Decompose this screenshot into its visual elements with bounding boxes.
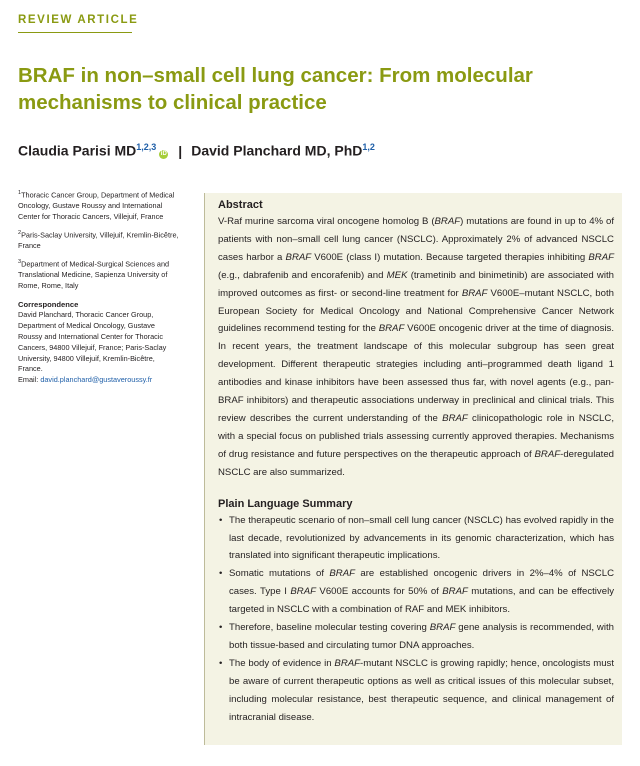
correspondence-email-line bbox=[18, 375, 180, 386]
article-type-label: REVIEW ARTICLE bbox=[18, 14, 139, 26]
gene-name: BRAF bbox=[588, 251, 614, 263]
kicker-underline bbox=[18, 32, 132, 33]
gene-name: BRAF bbox=[442, 586, 468, 598]
abstract-heading: Abstract bbox=[218, 199, 263, 211]
gene-name: BRAF bbox=[534, 448, 561, 460]
gene-name: BRAF bbox=[378, 323, 405, 335]
correspondence-heading: Correspondence bbox=[18, 299, 79, 309]
article-title: BRAF in non–small cell lung cancer: From molecular mechanisms to clinical practice bbox=[18, 64, 533, 114]
gene-name: BRAF bbox=[429, 622, 456, 634]
author-name[interactable]: David Planchard MD, PhD bbox=[191, 142, 363, 159]
gene-name: BRAF bbox=[434, 216, 461, 227]
affiliation-text: Department of Medical-Surgical Sciences and Translational Medicine, Sapienza University of Rome, Rome, Italy bbox=[18, 259, 170, 290]
orcid-icon[interactable]: iD bbox=[160, 150, 167, 157]
affiliation-item bbox=[18, 257, 180, 292]
plain-language-summary-heading: Plain Language Summary bbox=[218, 497, 353, 510]
affiliation-text: Thoracic Cancer Group, Department of Medical Oncology, Gustave Roussy and International Center for Thoracic Cancers, Villejuif, France bbox=[18, 190, 175, 222]
summary-bullet: • Therefore, baseline molecular testing covering BRAF gene analysis is recommended, with both tissue-based and circulating tumor DNA approaches. bbox=[218, 619, 614, 655]
affiliation-text: Paris-Saclay University, Villejuif, Kremlin-Bicêtre, France bbox=[18, 230, 179, 251]
affiliation-number: 2 bbox=[18, 229, 22, 236]
affiliation-item bbox=[18, 228, 180, 252]
author-affiliation-marks[interactable]: 1,2,3 bbox=[136, 142, 157, 152]
author-affiliation-marks[interactable]: 1,2 bbox=[362, 142, 375, 152]
email-label: Email: bbox=[18, 375, 41, 385]
gene-name: BRAF bbox=[442, 412, 468, 424]
gene-name: BRAF bbox=[329, 568, 355, 580]
affiliation-number: 1 bbox=[18, 190, 22, 196]
author-line bbox=[18, 142, 375, 159]
abstract-panel bbox=[204, 193, 622, 745]
gene-name: BRAF bbox=[334, 657, 361, 669]
affiliation-item bbox=[18, 188, 180, 223]
summary-bullet: • The body of evidence in BRAF-mutant NSCLC is growing rapidly; hence, oncologists must be aware of current therapeutic options as well as critical issues of this molecular subset, including molecular resistance, best therapeutic sequence, and clinical management of intracranial disease. bbox=[218, 655, 614, 727]
plain-language-summary-list bbox=[218, 512, 614, 727]
email-link[interactable]: david.planchard@gustaveroussy.fr bbox=[40, 375, 153, 385]
author-name[interactable]: Claudia Parisi MD bbox=[18, 142, 137, 159]
affiliations-column bbox=[18, 188, 180, 386]
author-separator: | bbox=[178, 142, 183, 159]
gene-name: BRAF bbox=[285, 251, 312, 263]
summary-bullet: • The therapeutic scenario of non–small cell lung cancer (NSCLC) has evolved rapidly in the last decade, revolutionized by advancements in its genomic characterization, which has translated into significant therapeutic implications. bbox=[218, 512, 614, 566]
correspondence-address: David Planchard, Thoracic Cancer Group, Department of Medical Oncology, Gustave Roussy and International Center for Thoracic Cancers, 94800 Villejuif, France; Paris-Saclay University, 94800 Villejuif, Kremlin-Bicêtre, France. bbox=[18, 310, 167, 374]
abstract-text: V-Raf murine sarcoma viral oncogene homolog B (BRAF) mutations are found in up to 4% of patients with non–small cell lung cancer (NSCLC). Approximately 2% of advanced NSCLC cases harbor a BRAF V600E (class I) mutation. Because targeted therapies inhibiting BRAF (e.g., dabrafenib and encorafenib) and MEK (trametinib and binimetinib) are associated with improved outcomes as first- or second-line treatment for BRAF V600E–mutant NSCLC, both European Society for Medical Oncology and National Comprehensive Cancer Network guidelines recommend testing for the BRAF V600E oncogenic driver at the time of diagnosis. In recent years, the treatment landscape of this molecular subgroup has seen great development. Different therapeutic strategies including anti–programmed death ligand 1 antibodies and kinase inhibitors have been assessed thus far, with novel agents (e.g., pan-BRAF inhibitors) and therapeutic associations underway in preclinical and clinical trials. This review describes the current understanding of the BRAF clinicopathologic role in NSCLC, with a special focus on published trials assessing currently approved therapies. Mechanisms of drug resistance and future perspectives on the therapeutic approach of BRAF-deregulated NSCLC are also summarized. bbox=[218, 216, 614, 478]
gene-name: BRAF bbox=[290, 586, 316, 598]
gene-name: MEK bbox=[386, 269, 408, 281]
affiliation-number: 3 bbox=[18, 258, 22, 265]
gene-name: BRAF bbox=[461, 287, 488, 299]
summary-bullet: • Somatic mutations of BRAF are established oncogenic drivers in 2%–4% of NSCLC cases. Type I BRAF V600E accounts for 50% of BRAF mutations, and can be effectively targeted in NSCLC with a combination of RAF and MEK inhibitors. bbox=[218, 565, 614, 619]
